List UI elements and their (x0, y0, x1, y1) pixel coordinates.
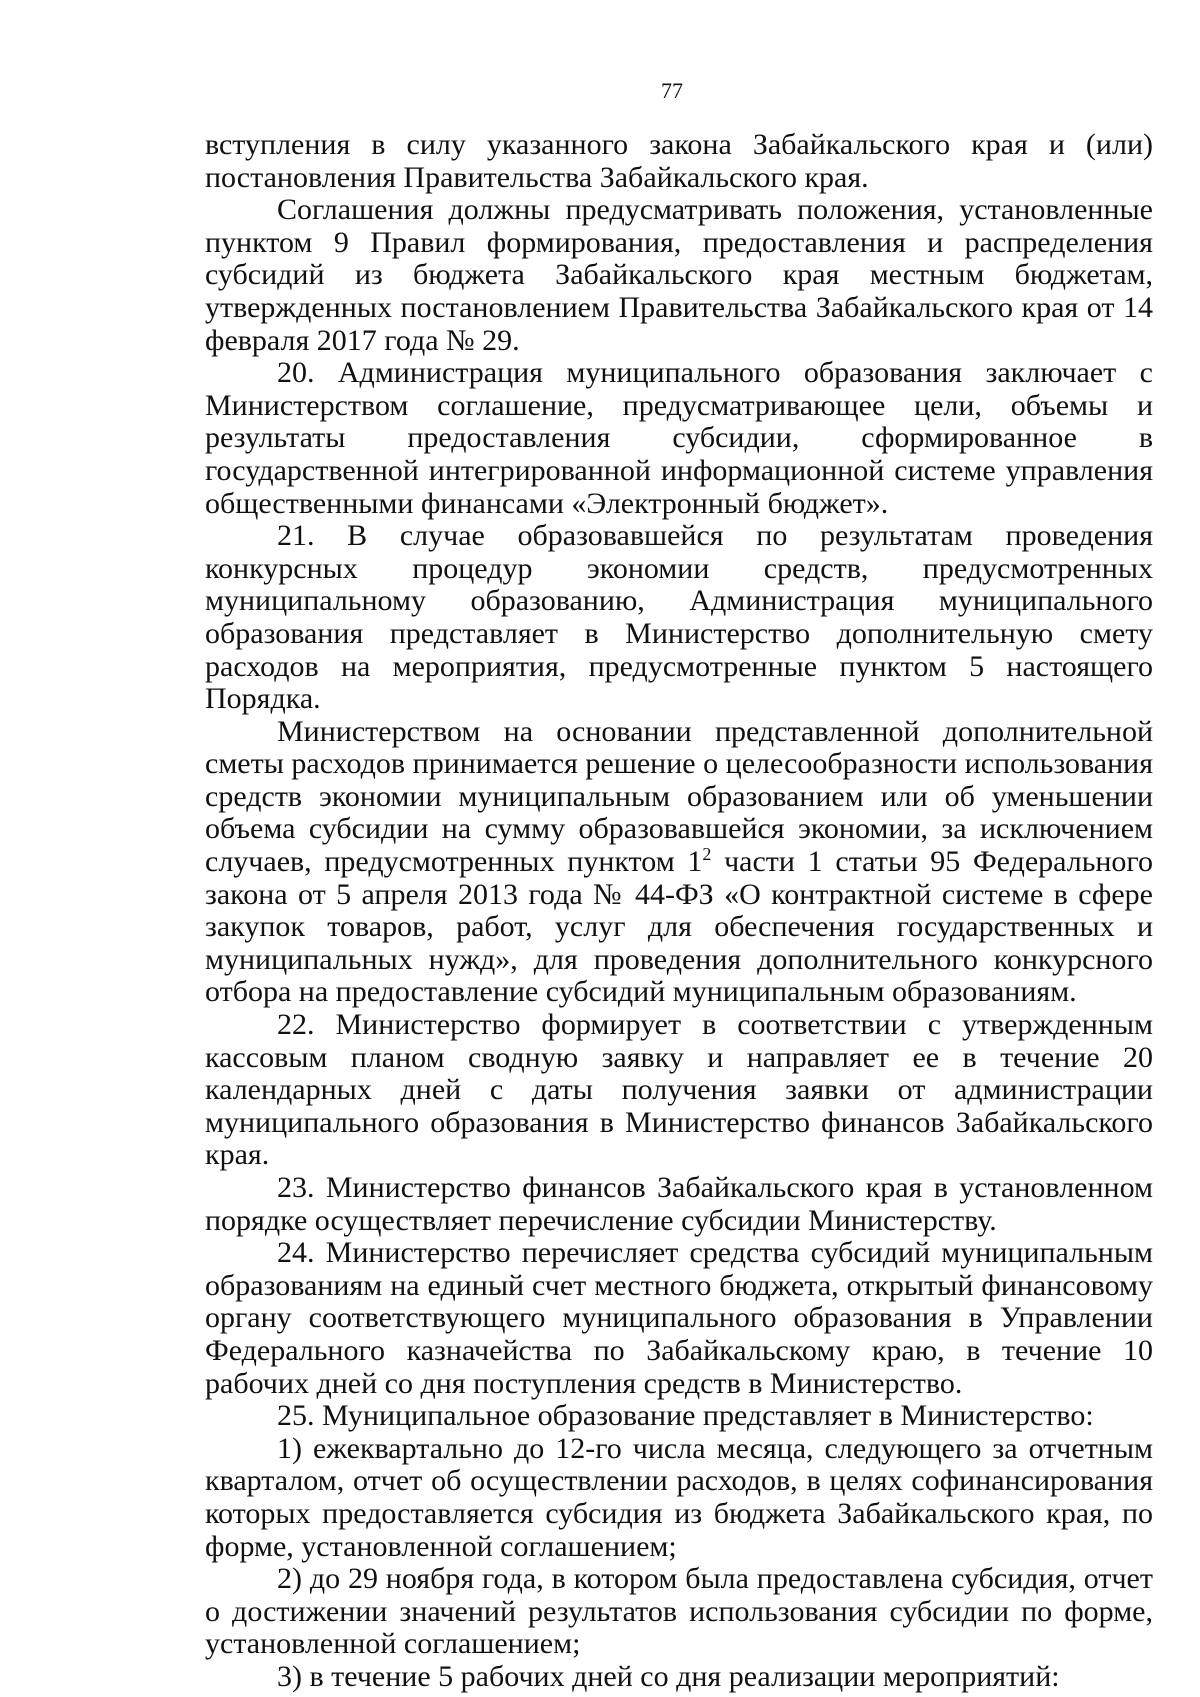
paragraph-ministry-decision-part1: Министерством на основании представленной дополнительной сметы расходов принимается решение о целесообразности использования средств экономии муниципальным образованием или об уменьшении объема субсидии на сумму образовавшейся экономии, за исключением случаев, предусмотренных пунктом 1 (205, 714, 1153, 879)
superscript-index: 2 (702, 844, 712, 865)
document-body (205, 129, 1153, 1694)
paragraph-ministry-decision-part2: части 1 статьи 95 Федерального закона от 5 апреля 2013 года № 44-ФЗ «О контрактной системе в сфере закупок товаров, работ, услуг для обеспечения государственных и муниципальных нужд», для проведения дополнительного конкурсного отбора на предоставление субсидий муниципальным образованиям. (205, 845, 1153, 1009)
paragraph-24: 24. Министерство перечисляет средства субсидий муниципальным образованиям на единый счет местного бюджета, открытый финансовому органу соответствующего муниципального образования в Управлении Федерального казначейства по Забайкальскому краю, в течение 10 рабочих дней со дня поступления средств в Министерство. (205, 1236, 1153, 1400)
paragraph-20: 20. Администрация муниципального образования заключает с Министерством соглашение, предусматривающее цели, объемы и результаты предоставления субсидии, сформированное в государственной интегрированной информационной системе управления общественными финансами «Электронный бюджет». (205, 356, 1153, 520)
paragraph-25-item-2: 2) до 29 ноября года, в котором была предоставлена субсидия, отчет о достижении значений результатов использования субсидии по форме, установленной соглашением; (205, 1562, 1153, 1661)
paragraph-25-item-3: 3) в течение 5 рабочих дней со дня реализации мероприятий: (277, 1659, 1060, 1693)
paragraph-25: 25. Муниципальное образование представляет в Министерство: (277, 1399, 1094, 1433)
paragraph-continuation: вступления в силу указанного закона Забайкальского края и (или) постановления Правительства Забайкальского края. (205, 128, 1153, 194)
paragraph-25-item-1: 1) ежеквартально до 12-го числа месяца, следующего за отчетным кварталом, отчет об осуществлении расходов, в целях софинансирования которых предоставляется субсидия из бюджета Забайкальского края, по форме, установленной соглашением; (205, 1431, 1153, 1563)
paragraph-23: 23. Министерство финансов Забайкальского края в установленном порядке осуществляет перечисление субсидии Министерству. (205, 1171, 1153, 1237)
paragraph-21: 21. В случае образовавшейся по результатам проведения конкурсных процедур экономии средств, предусмотренных муниципальному образованию, Администрация муниципального образования представляет в Министерство дополнительную смету расходов на мероприятия, предусмотренные пунктом 5 настоящего Порядка. (205, 519, 1153, 716)
paragraph-ministry-decision (205, 716, 1153, 1009)
paragraph-22: 22. Министерство формирует в соответствии с утвержденным кассовым планом сводную заявку и направляет ее в течение 20 календарных дней с даты получения заявки от администрации муниципального образования в Министерство финансов Забайкальского края. (205, 1008, 1153, 1172)
paragraph-agreements: Соглашения должны предусматривать положения, установленные пунктом 9 Правил формирования, предоставления и распределения субсидий из бюджета Забайкальского края местным бюджетам, утвержденных постановлением Правительства Забайкальского края от 14 февраля 2017 года № 29. (205, 193, 1153, 357)
page-number: 77 (661, 78, 683, 103)
